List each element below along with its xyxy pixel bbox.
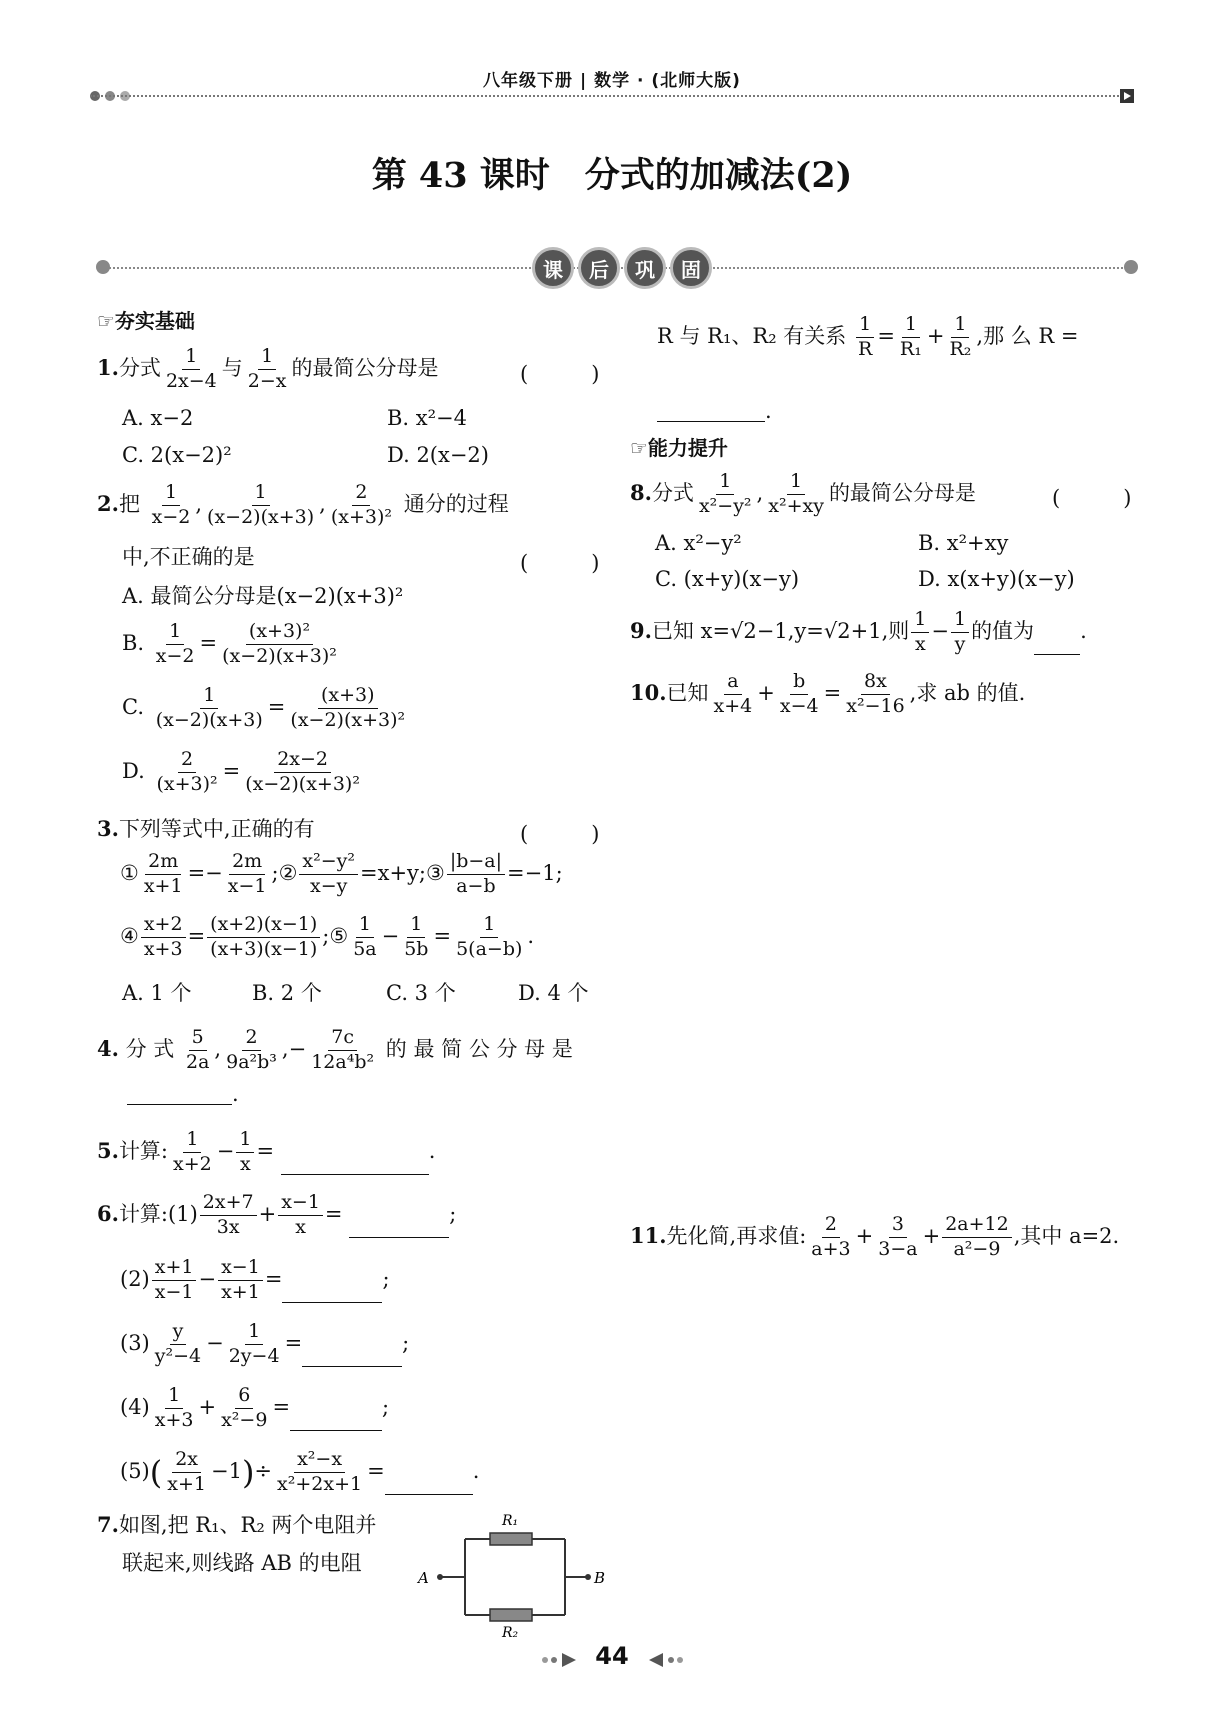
question-number: 8. xyxy=(630,479,652,505)
option-d[interactable]: D. 2(x−2) xyxy=(387,443,489,467)
header-arrow-icon xyxy=(1120,88,1134,107)
question-6-part-5: (5)( $\frac{2x}{x+1}$ −1)÷ $\frac{\text{x²−x}}{\text{x²+2x+1}}$ = . xyxy=(120,1448,480,1495)
option-a[interactable]: A. x²−y² xyxy=(655,531,742,555)
question-7-continued: R 与 R₁、R₂ 有关系 $\frac{1}{R}$ = $\frac{1}{\text{R₁}}$ + $\frac{1}{\text{R₂}}$ ,那 么 R = xyxy=(657,313,1079,360)
header-divider xyxy=(90,95,1130,97)
question-9: 9.已知 x=√2−1,y=√2+1,则 $\frac{1}{x}$ − $\frac{1}{y}$ 的值为 . xyxy=(630,608,1087,655)
option-a[interactable]: A. 1 个 xyxy=(122,981,192,1005)
question-5: 5.计算: $\frac{1}{x+2}$ − $\frac{1}{x}$ = . xyxy=(97,1128,436,1175)
text: 分式 xyxy=(118,355,161,380)
answer-paren[interactable]: ( ) xyxy=(520,362,600,386)
question-3 xyxy=(97,818,315,840)
equation-line-1: ① $\frac{2m}{x+1}$ =− $\frac{2m}{x-1}$ ;② $\frac{\text{x²−y²}}{x-y}$ =x+y;③ $\frac{|b-a|}{a-b}$ =−1; xyxy=(120,850,563,897)
resistor-r2 xyxy=(490,1609,532,1621)
answer-blank[interactable]: . xyxy=(657,385,772,422)
answer-blank[interactable] xyxy=(1034,634,1080,655)
question-number: 5. xyxy=(97,1137,119,1163)
option-c[interactable]: C. $\frac{1}{(x-2)(x+3)}$ = $\frac{(x+3)}{\text{(x−2)(x+3)²}}$ xyxy=(122,684,406,731)
question-6-part-2: (2) $\frac{x+1}{x-1}$ − $\frac{x-1}{x+1}$ = ; xyxy=(120,1256,390,1303)
option-b[interactable]: B. $\frac{1}{x-2}$ = $\frac{\text{(x+3)²}}{\text{(x−2)(x+3)²}}$ xyxy=(122,620,337,667)
question-10: 10.已知 $\frac{a}{x+4}$ + $\frac{b}{x-4}$ = $\frac{8x}{\text{x²−16}}$ ,求 ab 的值. xyxy=(630,670,1026,717)
question-11: 11.先化简,再求值: $\frac{2}{a+3}$ + $\frac{3}{3-a}$ + $\frac{2a+12}{\text{a²−9}}$ ,其中 a=2. xyxy=(630,1213,1120,1260)
label-r1: R₁ xyxy=(502,1513,519,1529)
answer-paren[interactable]: ( ) xyxy=(520,822,600,846)
question-number: 9. xyxy=(630,617,652,643)
equation-line-2: ④ $\frac{x+2}{x+3}$ = $\frac{(x+2)(x-1)}{(x+3)(x-1)}$ ;⑤ $\frac{1}{5a}$ − $\frac{1}{5b}$ = $\frac{1}{5(a-b)}$ . xyxy=(120,913,535,960)
section-badge xyxy=(532,247,712,289)
badge-char: 课 xyxy=(532,247,574,289)
answer-blank[interactable] xyxy=(282,1280,382,1303)
label-r2: R₂ xyxy=(502,1625,519,1637)
section-advanced: ☞能力提升 xyxy=(630,436,728,460)
question-6-part-3: (3) $\frac{y}{\text{y²−4}}$ − $\frac{1}{2y-4}$ = ; xyxy=(120,1320,410,1367)
option-b[interactable]: B. x²−4 xyxy=(387,406,468,430)
option-d[interactable]: D. 4 个 xyxy=(518,981,589,1005)
badge-char: 后 xyxy=(578,247,620,289)
fraction: $\frac{1}{2-x}$ xyxy=(247,345,287,392)
text: 的最简公分母是 xyxy=(291,355,439,380)
answer-blank[interactable] xyxy=(385,1472,473,1495)
answer-blank[interactable] xyxy=(281,1152,429,1175)
fraction: $\frac{1}{2x-4}$ xyxy=(165,345,217,392)
header-dots-icon xyxy=(88,88,148,107)
text: 把 xyxy=(118,491,140,516)
node-b xyxy=(585,1574,591,1580)
text: 通分的过程 xyxy=(403,491,509,516)
fraction: $\frac{1}{x-2}$ xyxy=(151,481,191,528)
question-1 xyxy=(97,347,438,392)
fraction: $\frac{1}{(x-2)(x+3)}$ xyxy=(207,481,315,528)
option-b[interactable]: B. 2 个 xyxy=(252,981,322,1005)
question-2: 2.把 $\frac{1}{x-2}$ , $\frac{1}{(x-2)(x+3)}$ , $\frac{2}{\text{(x+3)²}}$ 通分的过程 xyxy=(97,481,509,528)
option-a[interactable]: A. 最简公分母是(x−2)(x+3)² xyxy=(122,584,404,608)
question-6-part-1: 6.计算:(1) $\frac{2x+7}{3x}$ + $\frac{x-1}{x}$ = ; xyxy=(97,1191,457,1238)
parallel-circuit-diagram xyxy=(410,1497,610,1637)
question-number: 7. xyxy=(97,1512,119,1537)
text: 与 xyxy=(221,355,243,380)
question-number: 1. xyxy=(97,354,119,380)
label-a: A xyxy=(418,1569,429,1587)
question-7 xyxy=(97,1514,376,1536)
answer-paren[interactable]: ( ) xyxy=(1052,486,1132,510)
lesson-title: 第 43 课时 分式的加减法(2) xyxy=(371,155,853,196)
book-header: 八年级下册 | 数学 · (北师大版) xyxy=(483,71,741,91)
question-6-part-4: (4) $\frac{1}{x+3}$ + $\frac{6}{\text{x²−9}}$ = ; xyxy=(120,1384,390,1431)
badge-char: 固 xyxy=(670,247,712,289)
answer-blank[interactable] xyxy=(349,1215,449,1238)
question-number: 3. xyxy=(97,816,119,841)
option-c[interactable]: C. 2(x−2)² xyxy=(122,443,232,467)
answer-paren[interactable]: ( ) xyxy=(520,551,600,575)
node-a xyxy=(437,1574,443,1580)
answer-blank[interactable] xyxy=(302,1344,402,1367)
option-b[interactable]: B. x²+xy xyxy=(918,531,1009,555)
question-number: 10. xyxy=(630,679,667,705)
divider-dot-icon xyxy=(1124,260,1138,274)
question-number: 4. xyxy=(97,1035,119,1061)
option-d[interactable]: D. $\frac{2}{\text{(x+3)²}}$ = $\frac{2x-2}{\text{(x−2)(x+3)²}}$ xyxy=(122,748,360,795)
option-c[interactable]: C. (x+y)(x−y) xyxy=(655,567,800,591)
fraction: $\frac{2}{\text{(x+3)²}}$ xyxy=(330,481,393,528)
text: 下列等式中,正确的有 xyxy=(118,817,315,841)
option-a[interactable]: A. x−2 xyxy=(122,406,194,430)
question-2-line2: 中,不正确的是 xyxy=(122,545,255,569)
option-d[interactable]: D. x(x+y)(x−y) xyxy=(918,567,1075,591)
question-7-line2: 联起来,则线路 AB 的电阻 xyxy=(122,1551,362,1575)
answer-blank[interactable] xyxy=(290,1408,382,1431)
badge-char: 巩 xyxy=(624,247,666,289)
divider-dot-icon xyxy=(96,260,110,274)
page-number: 44 xyxy=(595,1642,629,1670)
question-number: 2. xyxy=(97,490,119,516)
section-basic: ☞夯实基础 xyxy=(97,309,195,333)
page-arrow-right-icon xyxy=(645,1652,685,1672)
text: 分 式 xyxy=(125,1036,175,1061)
question-number: 6. xyxy=(97,1200,119,1226)
text: 计算: xyxy=(118,1138,169,1163)
question-8: 8.分式 $\frac{1}{\text{x²−y²}}$ , $\frac{1}{\text{x²+xy}}$ 的最简公分母是 xyxy=(630,470,976,517)
resistor-r1 xyxy=(490,1533,532,1545)
text: 如图,把 R₁、R₂ 两个电阻并 xyxy=(118,1513,377,1537)
answer-blank[interactable]: . xyxy=(127,1082,239,1105)
option-c[interactable]: C. 3 个 xyxy=(386,981,456,1005)
label-b: B xyxy=(594,1569,606,1587)
text: 的 最 简 公 分 母 是 xyxy=(385,1036,573,1061)
question-number: 11. xyxy=(630,1222,667,1248)
question-4: 4. 分 式 $\frac{5}{2a}$ , $\frac{2}{\text{9a²b³}}$ ,− $\frac{7c}{\text{12a⁴b²}}$ 的 最 简 公 分 母 是 xyxy=(97,1026,573,1073)
